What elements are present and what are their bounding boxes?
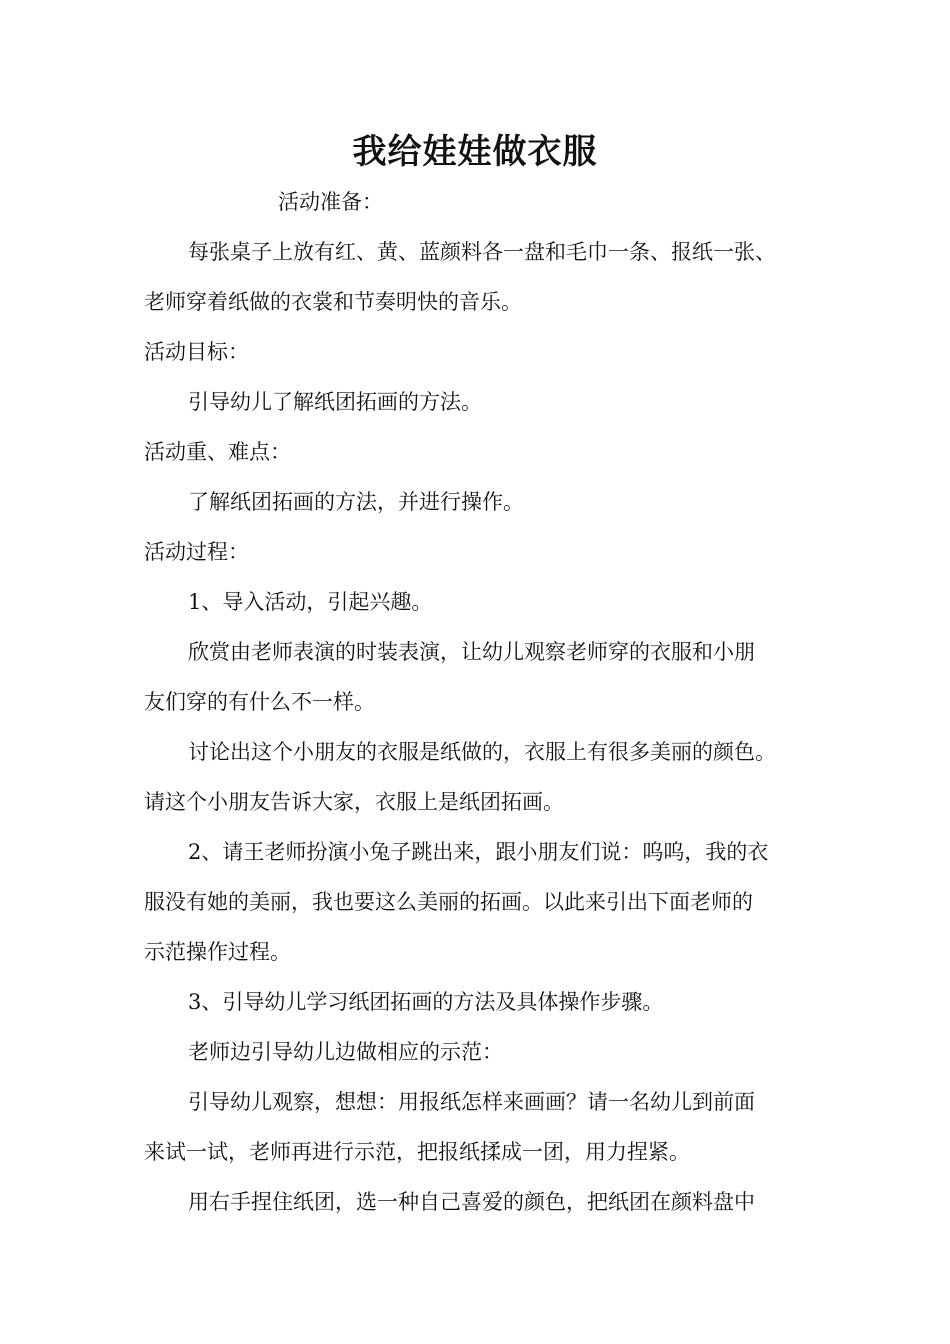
paragraph-line: 了解纸团拓画的方法，并进行操作。	[188, 490, 524, 514]
paragraph-line: 3、引导幼儿学习纸团拓画的方法及具体操作步骤。	[188, 990, 664, 1014]
paragraph-line: 老师穿着纸做的衣裳和节奏明快的音乐。	[144, 290, 522, 314]
paragraph-line: 2、请王老师扮演小兔子跳出来，跟小朋友们说：呜呜，我的衣	[188, 840, 769, 864]
paragraph-line: 服没有她的美丽，我也要这么美丽的拓画。以此来引出下面老师的	[144, 890, 753, 914]
paragraph-line: 1、导入活动，引起兴趣。	[188, 590, 433, 614]
paragraph-line: 讨论出这个小朋友的衣服是纸做的，衣服上有很多美丽的颜色。	[188, 740, 776, 764]
section-heading-preparation: 活动准备：	[278, 190, 383, 214]
paragraph-line: 欣赏由老师表演的时装表演，让幼儿观察老师穿的衣服和小朋	[188, 640, 755, 664]
paragraph-line: 请这个小朋友告诉大家，衣服上是纸团拓画。	[144, 790, 564, 814]
paragraph-line: 用右手捏住纸团，选一种自己喜爱的颜色，把纸团在颜料盘中	[188, 1190, 755, 1214]
section-heading-key-points: 活动重、难点：	[144, 440, 291, 464]
paragraph-line: 老师边引导幼儿边做相应的示范：	[188, 1040, 503, 1064]
document-title: 我给娃娃做衣服	[352, 132, 598, 172]
paragraph-line: 每张桌子上放有红、黄、蓝颜料各一盘和毛巾一条、报纸一张、	[188, 240, 776, 264]
paragraph-line: 友们穿的有什么不一样。	[144, 690, 375, 714]
paragraph-line: 引导幼儿了解纸团拓画的方法。	[188, 390, 482, 414]
section-heading-process: 活动过程：	[144, 540, 249, 564]
section-heading-goal: 活动目标：	[144, 340, 249, 364]
paragraph-line: 来试一试，老师再进行示范，把报纸揉成一团，用力捏紧。	[144, 1140, 690, 1164]
paragraph-line: 示范操作过程。	[144, 940, 291, 964]
paragraph-line: 引导幼儿观察，想想：用报纸怎样来画画？请一名幼儿到前面	[188, 1090, 755, 1114]
